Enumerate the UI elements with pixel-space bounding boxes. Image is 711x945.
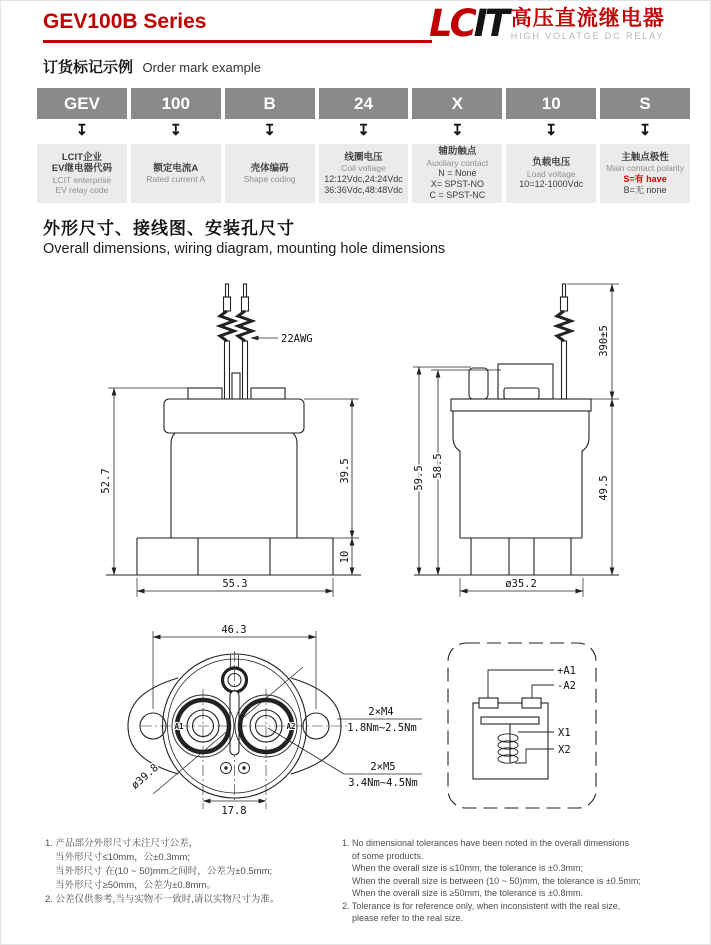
note-line: 当外形尺寸≥50mm，公差为±0.8mm。 <box>55 880 216 891</box>
down-arrow-icon: ↧ <box>638 122 652 139</box>
desc-line: 辅助触点 <box>438 146 477 157</box>
dim-label: 17.8 <box>221 805 247 817</box>
desc-line: Coil voltage <box>341 163 386 173</box>
m5-label: 2×M5 <box>370 761 396 773</box>
m5-torque-label: 3.4Nm~4.5Nm <box>348 777 418 789</box>
logo-brand-icon <box>429 4 507 44</box>
note-line: of some products. <box>352 850 424 861</box>
wiring-diagram <box>448 643 596 808</box>
code-box-current: 100 <box>131 88 221 119</box>
notes-english <box>342 837 708 925</box>
desc-line: EV relay code <box>55 185 109 195</box>
desc-line: 线圈电压 <box>344 151 383 163</box>
desc-line: Auxiliary contact <box>426 157 489 168</box>
desc-line: Shape coding <box>243 174 296 184</box>
note-line: When the overall size is ≤10mm, the tolerance is ±0.3mm; <box>352 863 583 873</box>
m4-label: 2×M4 <box>368 706 394 718</box>
wire-gauge-label: 22AWG <box>281 333 313 345</box>
dim-label: 52.7 <box>100 468 112 494</box>
desc-line: 主触点极性 <box>621 151 669 163</box>
terminal-a1-label: A1 <box>174 722 184 731</box>
logo-brand-red: LC <box>429 2 474 45</box>
desc-box-load-voltage <box>506 144 596 203</box>
note-line: 1. No dimensional tolerances have been noted in the overall dimensions <box>342 838 630 848</box>
note-line: 当外形尺寸≤10mm，公±0.3mm; <box>55 852 190 863</box>
dim-label: ø35.2 <box>505 578 537 590</box>
note-line: When the overall size is ≥50mm, the tolerance is ±0.8mm. <box>352 888 583 898</box>
bottom-view <box>128 624 422 817</box>
page-title: GEV100B Series <box>43 10 207 33</box>
logo-en-text: HIGH VOLATGE DC RELAY <box>510 31 665 41</box>
down-arrow-icon: ↧ <box>451 122 464 139</box>
order-mark-heading-en: Order mark example <box>142 60 261 75</box>
desc-box-aux-contact <box>412 144 502 203</box>
aux-terminal-x2-label: X2 <box>558 744 571 756</box>
dim-label: ø39.8 <box>129 761 161 792</box>
dim-label: 55.3 <box>222 578 248 590</box>
down-arrow-icon: ↧ <box>169 122 183 139</box>
code-box-load-voltage: 10 <box>506 88 596 119</box>
desc-line: Rated current A <box>146 174 206 184</box>
code-box-polarity: S <box>600 88 690 119</box>
note-line: When the overall size is between (10 ~ 50)mm, the tolerance is ±0.5mm; <box>352 875 641 886</box>
desc-line: 36:36Vdc,48:48Vdc <box>324 184 403 195</box>
code-box-aux-contact: X <box>412 88 502 119</box>
desc-line: 壳体编码 <box>250 162 289 174</box>
aux-terminal-x1-label: X1 <box>558 727 571 739</box>
dim-label: 10 <box>339 550 351 564</box>
desc-line: X= SPST-NO <box>430 179 484 189</box>
title-underline <box>43 40 432 43</box>
m4-torque-label: 1.8Nm~2.5Nm <box>347 722 417 734</box>
dim-label: 39.5 <box>339 458 351 484</box>
desc-line: 12:12Vdc,24:24Vdc <box>324 173 403 184</box>
terminal-a2-label: A2 <box>286 722 296 731</box>
desc-box-current <box>131 144 221 203</box>
desc-line: Load voltage <box>526 168 576 179</box>
order-description-row <box>37 144 690 203</box>
down-arrow-icon: ↧ <box>263 122 276 139</box>
code-box-coil-voltage: 24 <box>319 88 409 119</box>
desc-line: LCIT enterprise <box>52 174 112 185</box>
desc-box-series <box>37 144 127 203</box>
dimension-drawing <box>1 263 711 833</box>
code-box-shape: B <box>225 88 315 119</box>
logo-cn-text: 高压直流继电器 <box>510 7 665 30</box>
dim-label: 46.3 <box>221 624 247 636</box>
dim-label: 49.5 <box>598 475 610 501</box>
note-line: 2. 公差仅供参考,当与实物不一致时,请以实物尺寸为准。 <box>45 894 280 905</box>
logo-brand-black: IT <box>473 2 507 45</box>
desc-line: N = None <box>438 168 477 178</box>
dim-label: 390±5 <box>598 325 610 357</box>
dim-label: 58.5 <box>432 453 444 479</box>
desc-line-highlight: S=有 have <box>623 173 667 184</box>
side-view <box>413 284 619 597</box>
coil-terminal-a2-label: -A2 <box>557 680 576 692</box>
desc-box-shape <box>225 144 315 203</box>
dimensions-heading-cn: 外形尺寸、接线图、安装孔尺寸 <box>43 219 295 238</box>
brand-logo <box>429 4 665 44</box>
desc-line: 额定电流A <box>153 162 199 174</box>
note-line: 2. Tolerance is for reference only, when inconsistent with the real size, <box>342 900 621 911</box>
desc-line: 10=12-1000Vdc <box>519 179 584 189</box>
desc-line: 负载电压 <box>532 157 571 168</box>
down-arrow-icon: ↧ <box>544 122 558 139</box>
down-arrow-icon: ↧ <box>357 122 370 139</box>
down-arrow-icon: ↧ <box>75 122 89 139</box>
note-line: 当外形尺寸 在(10 ~ 50)mm之间时，公差为±0.5mm; <box>55 866 273 877</box>
arrow-row <box>37 119 690 143</box>
desc-box-coil-voltage <box>319 144 409 203</box>
coil-terminal-a1-label: +A1 <box>557 665 576 677</box>
code-box-series: GEV <box>37 88 127 119</box>
desc-line: LCIT企业 <box>61 151 102 163</box>
order-mark-heading-cn: 订货标记示例 <box>43 59 134 76</box>
desc-line: Main contact polarity <box>606 163 685 173</box>
note-line: 1. 产品部分外形尺寸未注尺寸公差， <box>45 838 199 849</box>
desc-line: EV继电器代码 <box>51 163 113 174</box>
front-view <box>100 284 361 597</box>
desc-line: C = SPST-NC <box>429 190 486 200</box>
notes-chinese <box>45 837 341 907</box>
desc-box-polarity <box>600 144 690 203</box>
order-code-row <box>37 88 690 119</box>
dimensions-heading-en: Overall dimensions, wiring diagram, mounting hole dimensions <box>43 241 446 257</box>
dim-label: 59.5 <box>413 465 425 491</box>
note-line: please refer to the real size. <box>352 913 464 923</box>
desc-line: B=无 none <box>623 184 667 195</box>
order-mark-heading <box>43 56 261 77</box>
